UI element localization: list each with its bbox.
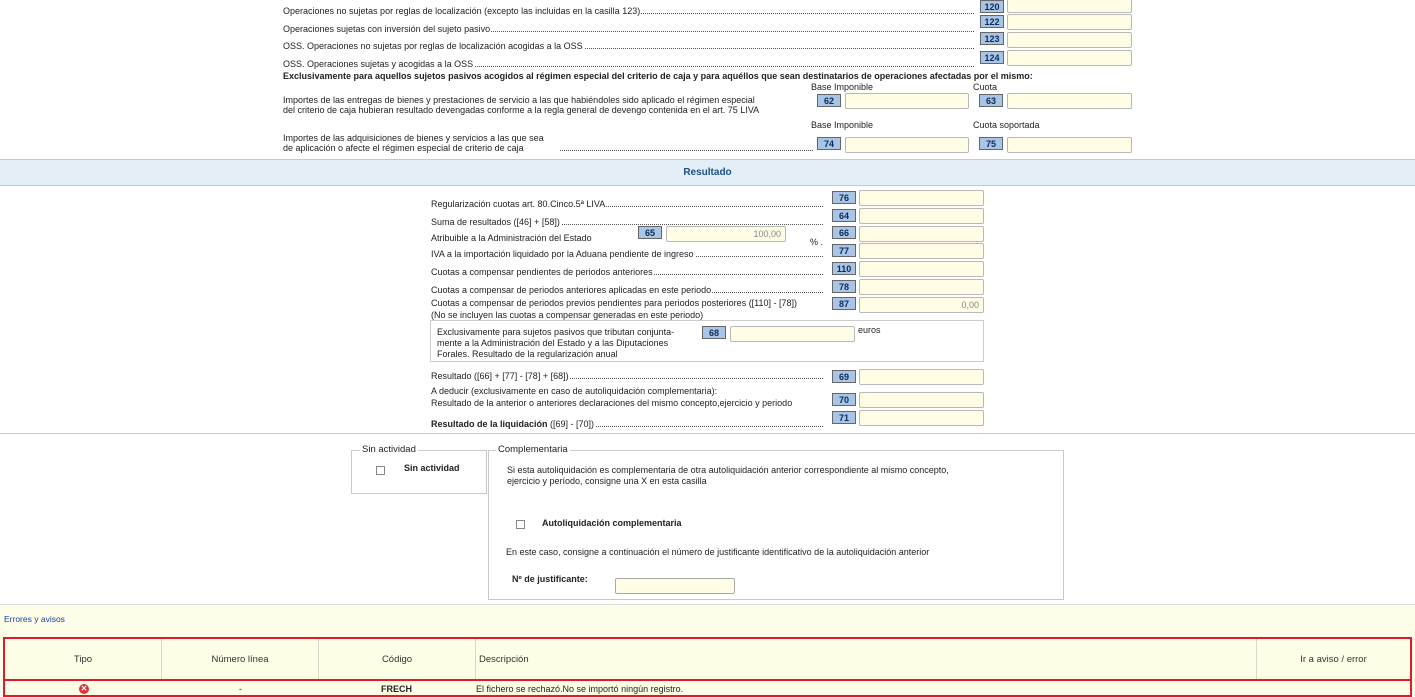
- res-70-line1: A deducir (exclusivamente en caso de autoliquidación complementaria):: [431, 386, 718, 396]
- box-70: 70: [832, 393, 856, 406]
- field-69[interactable]: [859, 369, 984, 385]
- box-64: 64: [832, 209, 856, 222]
- justificante-input[interactable]: [615, 578, 735, 594]
- op-122-label: Operaciones sujetas con inversión del sujeto pasivo: [283, 24, 491, 34]
- col-ir-aviso: Ir a aviso / error: [1300, 654, 1367, 665]
- col-descripcion: Descripción: [476, 639, 1257, 681]
- box-71: 71: [832, 411, 856, 424]
- caja-heading: Exclusivamente para aquellos sujetos pasivos acogidos al régimen especial del criterio de caja y para aquéllos que sean destinatarios de operaciones afectadas por el mismo:: [283, 71, 1033, 81]
- field-64[interactable]: [859, 208, 984, 224]
- caja-entregas-line2: del criterio de caja hubieran resultado devengadas conforme a la regla general de devengo contenida en el art. 75 LIVA: [283, 105, 760, 115]
- box-120: 120: [980, 0, 1004, 13]
- box-66: 66: [832, 226, 856, 239]
- field-78[interactable]: [859, 279, 984, 295]
- caja-adq-leader: [560, 150, 813, 151]
- cell-linea: -: [239, 684, 242, 694]
- field-76[interactable]: [859, 190, 984, 206]
- col-numero-linea: Número línea: [162, 639, 319, 681]
- cell-codigo: FRECH: [381, 684, 412, 694]
- col-codigo: Código: [319, 639, 476, 681]
- forales-line2: mente a la Administración del Estado y a las Diputaciones: [437, 338, 669, 348]
- box-69: 69: [832, 370, 856, 383]
- justificante-label: Nº de justificante:: [512, 574, 588, 584]
- field-63[interactable]: [1007, 93, 1132, 109]
- errors-table: [3, 637, 1412, 697]
- pct-unit-label: % .: [810, 237, 824, 247]
- box-65: 65: [638, 226, 662, 239]
- field-68[interactable]: [730, 326, 855, 342]
- box-122: 122: [980, 15, 1004, 28]
- res-71-label: Resultado de la liquidación ([69] - [70]): [431, 419, 595, 429]
- sin-actividad-legend: Sin actividad: [362, 444, 416, 455]
- field-87: 0,00: [859, 297, 984, 313]
- box-76: 76: [832, 191, 856, 204]
- op-120-label: Operaciones no sujetas por reglas de localización (excepto las incluidas en la casilla 123): [283, 6, 641, 16]
- field-62[interactable]: [845, 93, 969, 109]
- forales-unit: euros: [858, 325, 881, 335]
- complementaria-desc-line1: Si esta autoliquidación es complementaria de otra autoliquidación anterior correspondiente al mismo concepto,: [507, 465, 949, 475]
- res-66-label: Atribuible a la Administración del Estado: [431, 233, 592, 243]
- field-70[interactable]: [859, 392, 984, 408]
- field-71[interactable]: [859, 410, 984, 426]
- field-123[interactable]: [1007, 32, 1132, 48]
- field-122[interactable]: [1007, 14, 1132, 30]
- caja-entregas-line1: Importes de las entregas de bienes y prestaciones de servicio a las que habiéndoles sido aplicado el régimen especial: [283, 95, 755, 105]
- field-75[interactable]: [1007, 137, 1132, 153]
- errors-title[interactable]: Errores y avisos: [4, 614, 65, 624]
- box-62: 62: [817, 94, 841, 107]
- complementaria-checkbox[interactable]: [516, 520, 525, 529]
- box-124: 124: [980, 51, 1004, 64]
- box-78: 78: [832, 280, 856, 293]
- section-divider: [0, 433, 1415, 434]
- op-123-label: OSS. Operaciones no sujetas por reglas de localización acogidas a la OSS: [283, 41, 583, 51]
- res-77-label: IVA a la importación liquidado por la Aduana pendiente de ingreso: [431, 249, 694, 259]
- box-77: 77: [832, 244, 856, 257]
- forales-line1: Exclusivamente para sujetos pasivos que tributan conjunta-: [437, 327, 675, 337]
- field-65-percentage[interactable]: 100,00: [666, 226, 786, 242]
- res-70-line2: Resultado de la anterior o anteriores declaraciones del mismo concepto,ejercicio y periodo: [431, 398, 793, 408]
- caja-entregas-cuota-header: Cuota: [973, 82, 998, 92]
- col-tipo: Tipo: [5, 639, 162, 681]
- res-110-label: Cuotas a compensar pendientes de periodos anteriores: [431, 267, 653, 277]
- complementaria-note: En este caso, consigne a continuación el número de justificante identificativo de la autoliquidación anterior: [506, 547, 930, 557]
- op-124-label: OSS. Operaciones sujetas y acogidas a la OSS: [283, 59, 474, 69]
- row-divider: [5, 679, 1410, 681]
- complementaria-desc-line2: ejercicio y período, consigne una X en esta casilla: [507, 476, 707, 486]
- res-69-label: Resultado ([66] + [77] - [78] + [68]): [431, 371, 569, 381]
- complementaria-legend: Complementaria: [498, 444, 568, 455]
- field-124[interactable]: [1007, 50, 1132, 66]
- error-icon: ✕: [80, 684, 88, 693]
- caja-adq-base-header: Base Imponible: [811, 120, 874, 130]
- res-87-note: (No se incluyen las cuotas a compensar generadas en este periodo): [431, 310, 704, 320]
- box-110: 110: [832, 262, 856, 275]
- res-78-label: Cuotas a compensar de periodos anteriores aplicadas en este periodo: [431, 285, 712, 295]
- caja-adq-line2: de aplicación o afecte el régimen especial de criterio de caja: [283, 143, 524, 153]
- box-74: 74: [817, 137, 841, 150]
- res-87-label: Cuotas a compensar de periodos previos pendientes para periodos posteriores ([110] - [78]): [431, 298, 798, 308]
- box-68: 68: [702, 326, 726, 339]
- box-63: 63: [979, 94, 1003, 107]
- complementaria-checkbox-label: Autoliquidación complementaria: [542, 518, 682, 528]
- field-66[interactable]: [859, 226, 984, 242]
- field-120[interactable]: [1007, 0, 1132, 13]
- cell-descripcion: El fichero se rechazó.No se importó ningún registro.: [476, 684, 684, 694]
- caja-adq-cuota-header: Cuota soportada: [973, 120, 1040, 130]
- field-110[interactable]: [859, 261, 984, 277]
- forales-line3: Forales. Resultado de la regularización anual: [437, 349, 618, 359]
- resultado-section-header: [0, 159, 1415, 186]
- field-74[interactable]: [845, 137, 969, 153]
- box-75: 75: [979, 137, 1003, 150]
- sin-actividad-checkbox-label: Sin actividad: [404, 463, 460, 473]
- field-77[interactable]: [859, 243, 984, 259]
- resultado-title: Resultado: [683, 167, 732, 178]
- caja-entregas-base-header: Base Imponible: [811, 82, 874, 92]
- box-87: 87: [832, 297, 856, 310]
- sin-actividad-checkbox[interactable]: [376, 466, 385, 475]
- box-123: 123: [980, 32, 1004, 45]
- caja-adq-line1: Importes de las adquisiciones de bienes y servicios a las que sea: [283, 133, 544, 143]
- res-64-label: Suma de resultados ([46] + [58]): [431, 217, 560, 227]
- res-76-label: Regularización cuotas art. 80.Cinco.5ª LIVA: [431, 199, 606, 209]
